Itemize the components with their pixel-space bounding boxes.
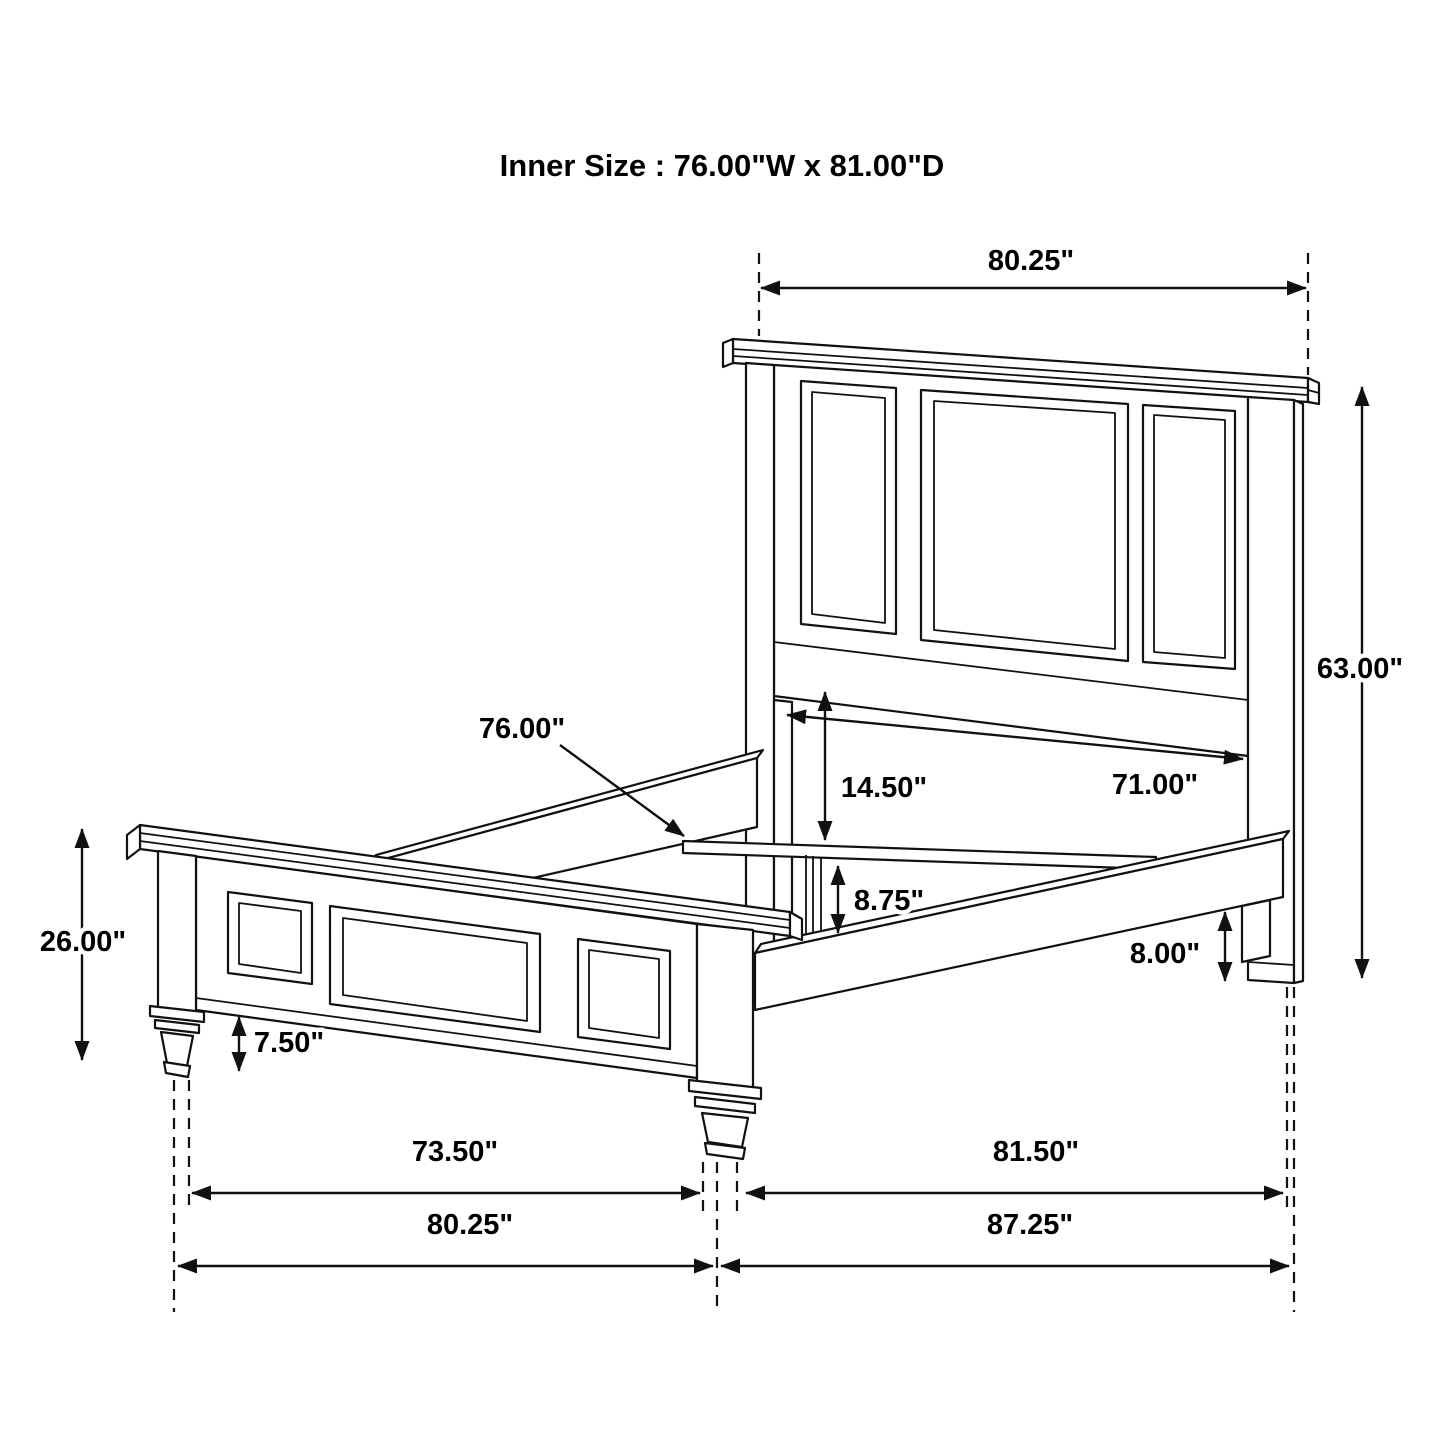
- dim-headboard-height: 63.00": [1316, 653, 1404, 685]
- headboard-panel-right: [1143, 405, 1235, 669]
- dim-footboard-inner: 73.50": [411, 1136, 499, 1168]
- dim-footboard-width: 80.25": [426, 1209, 514, 1241]
- dim-foot-7-50: 7.50": [253, 1027, 325, 1059]
- dim-footboard-height: 26.00": [39, 926, 127, 958]
- page-title: Inner Size : 76.00"W x 81.00"D: [499, 148, 945, 183]
- footboard-right-post: [697, 924, 753, 1089]
- headboard-panel-left: [801, 381, 896, 634]
- dim-overall-depth: 87.25": [986, 1209, 1074, 1241]
- dim-slat-76: 76.00": [478, 713, 566, 745]
- dim-clearance-8-00: 8.00": [1129, 938, 1201, 970]
- footboard-panel-left: [228, 892, 312, 984]
- dim-headboard-width: 80.25": [987, 245, 1075, 277]
- dim-drop-8-75: 8.75": [853, 885, 925, 917]
- footboard: [127, 825, 802, 1159]
- dim-rail-length: 81.50": [992, 1136, 1080, 1168]
- footboard-left-foot: [150, 1006, 204, 1077]
- footboard-right-foot: [689, 1080, 761, 1159]
- headboard-left-post: [746, 363, 774, 956]
- footboard-panel-right: [578, 939, 670, 1049]
- dim-gap-14-50: 14.50": [840, 772, 928, 804]
- dim-inner-width-71: 71.00": [1111, 769, 1199, 801]
- headboard-panel-center: [921, 390, 1128, 661]
- footboard-left-post: [158, 851, 196, 1012]
- rail-bracket: [1242, 900, 1270, 962]
